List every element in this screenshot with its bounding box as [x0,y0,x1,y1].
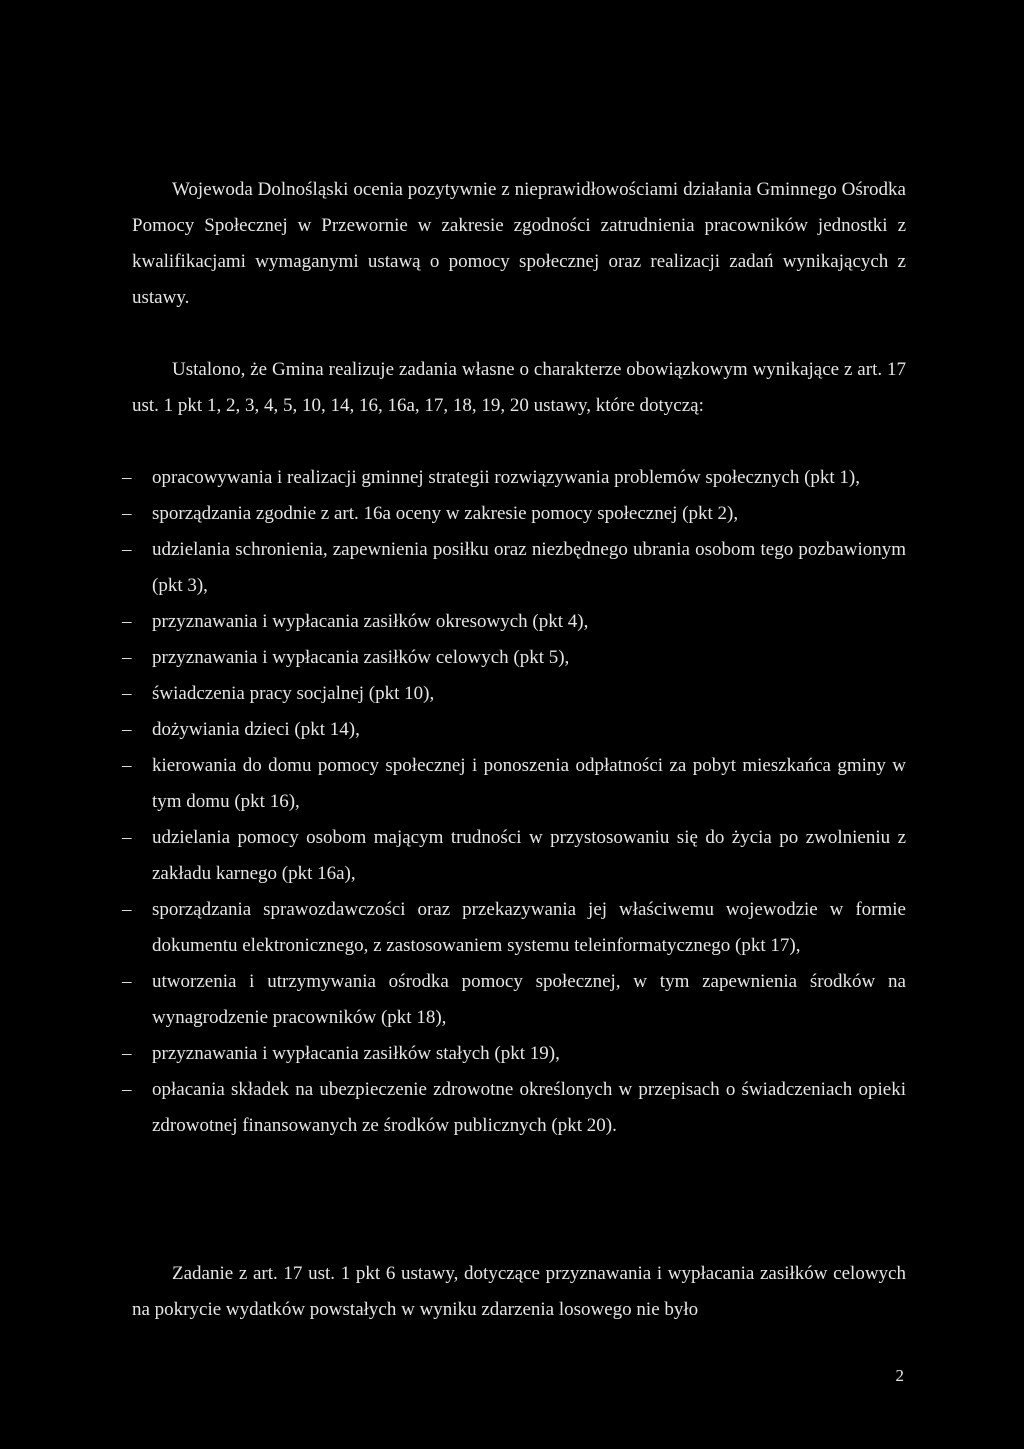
list-item [122,964,906,1036]
list-item [122,640,906,676]
list-item-text: sporządzania sprawozdawczości oraz przekazywania jej właściwemu wojewodzie w formie dokumentu elektronicznego, z zastosowaniem systemu teleinformatycznego (pkt 17), [152,899,906,956]
list-dash: – [122,971,132,992]
established-paragraph: Ustalono, że Gmina realizuje zadania własne o charakterze obowiązkowym wynikające z art. 17 ust. 1 pkt 1, 2, 3, 4, 5, 10, 14, 16, 16a, 17, 18, 19, 20 ustawy, które dotyczą: [132,359,906,416]
list-item-text: kierowania do domu pomocy społecznej i ponoszenia odpłatności za pobyt mieszkańca gminy w tym domu (pkt 16), [152,755,906,812]
list-item [122,460,906,496]
list-dash: – [122,719,132,740]
list-dash: – [122,683,132,704]
list-item-text: świadczenia pracy socjalnej (pkt 10), [152,683,435,704]
list-dash: – [122,647,132,668]
list-dash: – [122,611,132,632]
list-item-text: przyznawania i wypłacania zasiłków celowych (pkt 5), [152,647,570,668]
list-dash: – [122,755,132,776]
task-list [122,460,906,1144]
list-dash: – [122,1079,132,1100]
list-item-text: dożywiania dzieci (pkt 14), [152,719,360,740]
list-dash: – [122,1043,132,1064]
list-item-text: udzielania pomocy osobom mającym trudności w przystosowaniu się do życia po zwolnieniu z zakładu karnego (pkt 16a), [152,827,906,884]
list-dash: – [122,827,132,848]
list-item [122,496,906,532]
list-item [122,712,906,748]
list-item [122,676,906,712]
list-item [122,604,906,640]
list-item [122,1036,906,1072]
list-item-text: przyznawania i wypłacania zasiłków okresowych (pkt 4), [152,611,589,632]
list-item [122,748,906,820]
list-item-text: opłacania składek na ubezpieczenie zdrowotne określonych w przepisach o świadczeniach opieki zdrowotnej finansowanych ze środków publicznych (pkt 20). [152,1079,906,1136]
list-item [122,1072,906,1144]
list-dash: – [122,467,132,488]
page-number: 2 [895,1366,904,1385]
list-dash: – [122,899,132,920]
list-item-text: opracowywania i realizacji gminnej strategii rozwiązywania problemów społecznych (pkt 1), [152,467,861,488]
intro-paragraph: Wojewoda Dolnośląski ocenia pozytywnie z nieprawidłowościami działania Gminnego Ośrodka Pomocy Społecznej w Przewornie w zakresie zgodności zatrudnienia pracowników jednostki z kwalifikacjami wymaganymi ustawą o pomocy społecznej oraz realizacji zadań wynikających z ustawy. [132,179,906,308]
list-item [122,532,906,604]
list-item-text: sporządzania zgodnie z art. 16a oceny w zakresie pomocy społecznej (pkt 2), [152,503,739,524]
list-item [122,892,906,964]
list-dash: – [122,539,132,560]
list-dash: – [122,503,132,524]
list-item-text: utworzenia i utrzymywania ośrodka pomocy społecznej, w tym zapewnienia środków na wynagrodzenie pracowników (pkt 18), [152,971,906,1028]
list-item-text: udzielania schronienia, zapewnienia posiłku oraz niezbędnego ubrania osobom tego pozbawionym (pkt 3), [152,539,906,596]
closing-paragraph: Zadanie z art. 17 ust. 1 pkt 6 ustawy, dotyczące przyznawania i wypłacania zasiłków celowych na pokrycie wydatków powstałych w wyniku zdarzenia losowego nie było [132,1263,906,1320]
list-item [122,820,906,892]
list-item-text: przyznawania i wypłacania zasiłków stałych (pkt 19), [152,1043,560,1064]
